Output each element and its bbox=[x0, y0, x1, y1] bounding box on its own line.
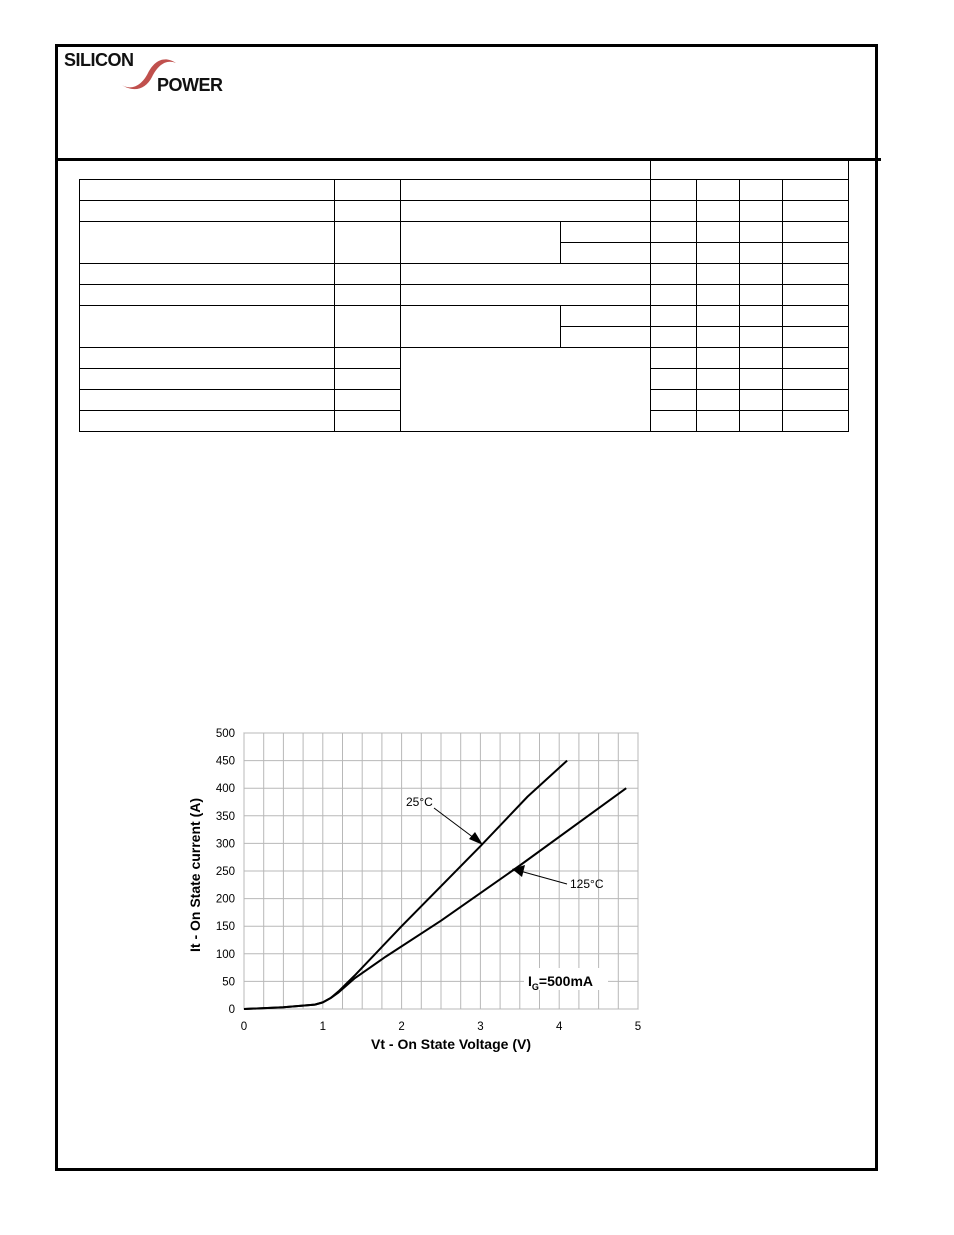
y-tick-label: 350 bbox=[215, 810, 235, 823]
x-tick-label: 5 bbox=[634, 1021, 642, 1033]
y-tick-label: 500 bbox=[215, 728, 235, 740]
table-row bbox=[80, 348, 849, 369]
y-tick-label: 450 bbox=[215, 755, 235, 768]
table-row bbox=[80, 285, 849, 306]
x-tick-label: 2 bbox=[398, 1021, 405, 1033]
spec-table-header-cell bbox=[650, 160, 849, 179]
x-axis-title: Vt - On State Voltage (V) bbox=[371, 1036, 531, 1052]
x-tick-label: 0 bbox=[240, 1021, 248, 1033]
on-state-chart bbox=[0, 700, 954, 1070]
y-tick-label: 50 bbox=[222, 976, 235, 989]
y-tick-label: 300 bbox=[215, 838, 235, 851]
y-tick-label: 100 bbox=[215, 948, 235, 961]
chart-grid bbox=[244, 733, 638, 1009]
table-row bbox=[80, 306, 849, 327]
y-tick-label: 400 bbox=[215, 783, 235, 796]
logo-word-silicon: SILICON bbox=[64, 50, 134, 70]
logo-word-power: POWER bbox=[157, 75, 223, 95]
x-tick-label: 4 bbox=[555, 1021, 563, 1033]
x-tick-label: 3 bbox=[477, 1021, 484, 1033]
x-tick-label: 1 bbox=[319, 1021, 327, 1033]
gate-current-label: $I_G=500mA$ bbox=[528, 973, 593, 992]
table-row bbox=[80, 264, 849, 285]
y-tick-label: 250 bbox=[215, 866, 235, 878]
table-row bbox=[80, 180, 849, 201]
y-tick-labels bbox=[216, 728, 235, 1016]
series-label-125c: 125°C bbox=[570, 877, 604, 891]
table-row bbox=[80, 222, 849, 243]
y-tick-label: 200 bbox=[215, 893, 235, 906]
x-tick-labels bbox=[241, 1021, 641, 1033]
y-axis-title: It - On State current (A) bbox=[187, 797, 203, 953]
y-tick-label: 0 bbox=[228, 1004, 235, 1016]
y-tick-label: 150 bbox=[215, 921, 235, 934]
table-row bbox=[80, 201, 849, 222]
spec-table bbox=[79, 179, 849, 432]
series-label-25c: 25°C bbox=[406, 795, 433, 809]
